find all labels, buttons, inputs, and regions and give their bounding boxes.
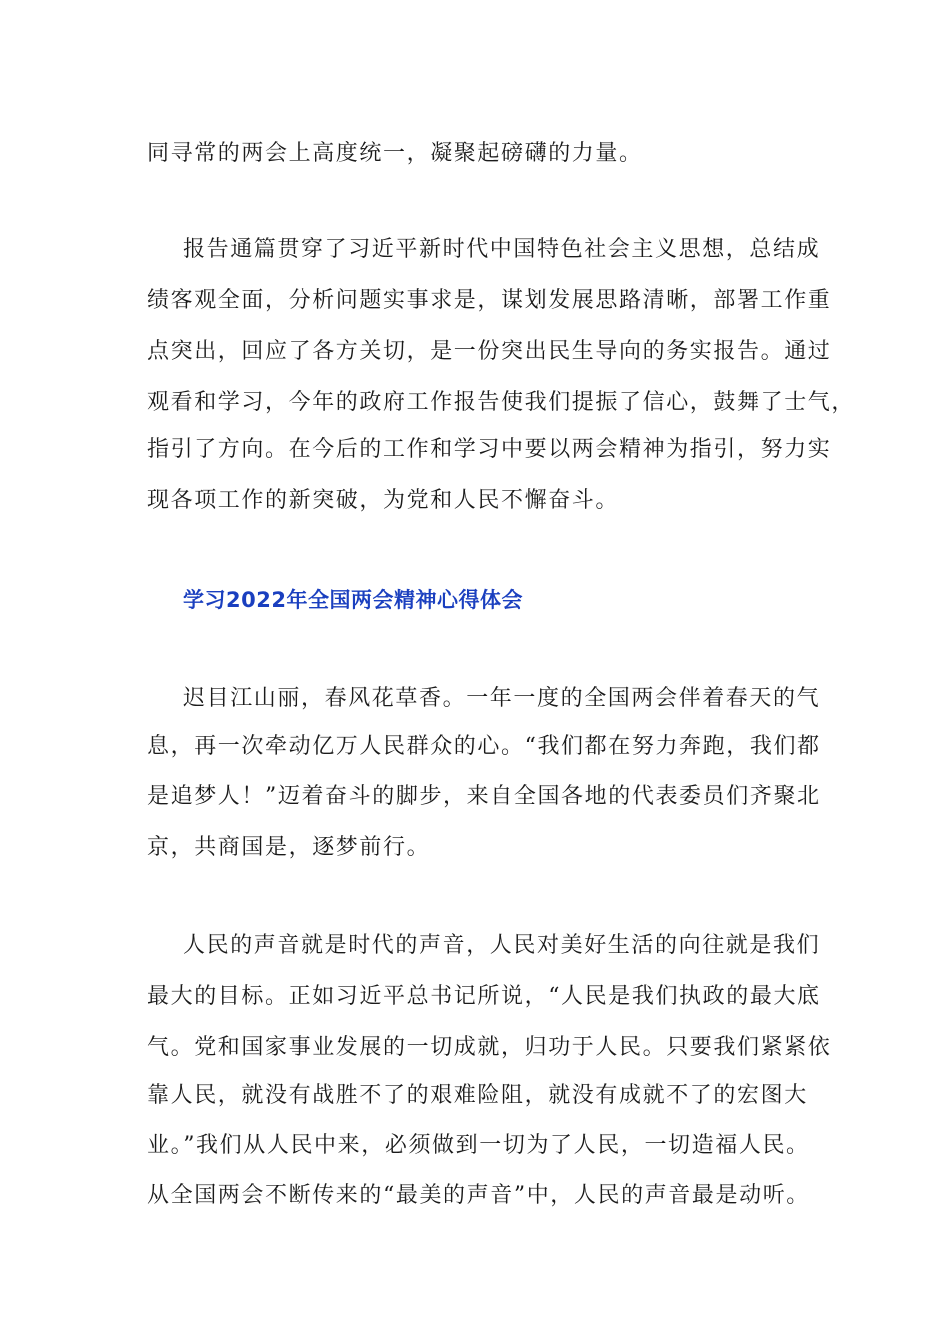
paragraph-line: 报告通篇贯穿了习近平新时代中国特色社会主义思想，总结成: [183, 237, 821, 262]
paragraph-line: 指引了方向。在今后的工作和学习中要以两会精神为指引，努力实: [147, 437, 832, 462]
paragraph-line: 息，再一次牵动亿万人民群众的心。“我们都在努力奔跑，我们都: [147, 734, 821, 759]
paragraph-line: 迟目江山丽，春风花草香。一年一度的全国两会伴着春天的气: [183, 686, 821, 711]
paragraph-line: 观看和学习，今年的政府工作报告使我们提振了信心，鼓舞了士气，: [147, 390, 856, 415]
paragraph-line: 靠人民，就没有战胜不了的艰难险阻，就没有成就不了的宏图大: [147, 1083, 808, 1108]
paragraph-line: 现各项工作的新突破，为党和人民不懈奋斗。: [147, 488, 620, 513]
paragraph-line: 业。”我们从人民中来，必须做到一切为了人民，一切造福人民。: [147, 1133, 810, 1158]
continuation-line: 同寻常的两会上高度统一，凝聚起磅礴的力量。: [147, 141, 643, 166]
paragraph-line: 京，共商国是，逐梦前行。: [147, 835, 431, 860]
paragraph-line: 人民的声音就是时代的声音，人民对美好生活的向往就是我们: [183, 933, 821, 958]
section-title: 学习2022年全国两会精神心得体会: [183, 588, 523, 612]
paragraph-line: 绩客观全面，分析问题实事求是，谋划发展思路清晰，部署工作重: [147, 288, 832, 313]
paragraph-line: 气。党和国家事业发展的一切成就，归功于人民。只要我们紧紧依: [147, 1035, 832, 1060]
paragraph-line: 点突出，回应了各方关切，是一份突出民生导向的务实报告。通过: [147, 339, 832, 364]
paragraph-line: 最大的目标。正如习近平总书记所说，“人民是我们执政的最大底: [147, 984, 821, 1009]
paragraph-line: 是追梦人！”迈着奋斗的脚步，来自全国各地的代表委员们齐聚北: [147, 784, 821, 809]
paragraph-line: 从全国两会不断传来的“最美的声音”中，人民的声音最是动听。: [147, 1183, 810, 1208]
